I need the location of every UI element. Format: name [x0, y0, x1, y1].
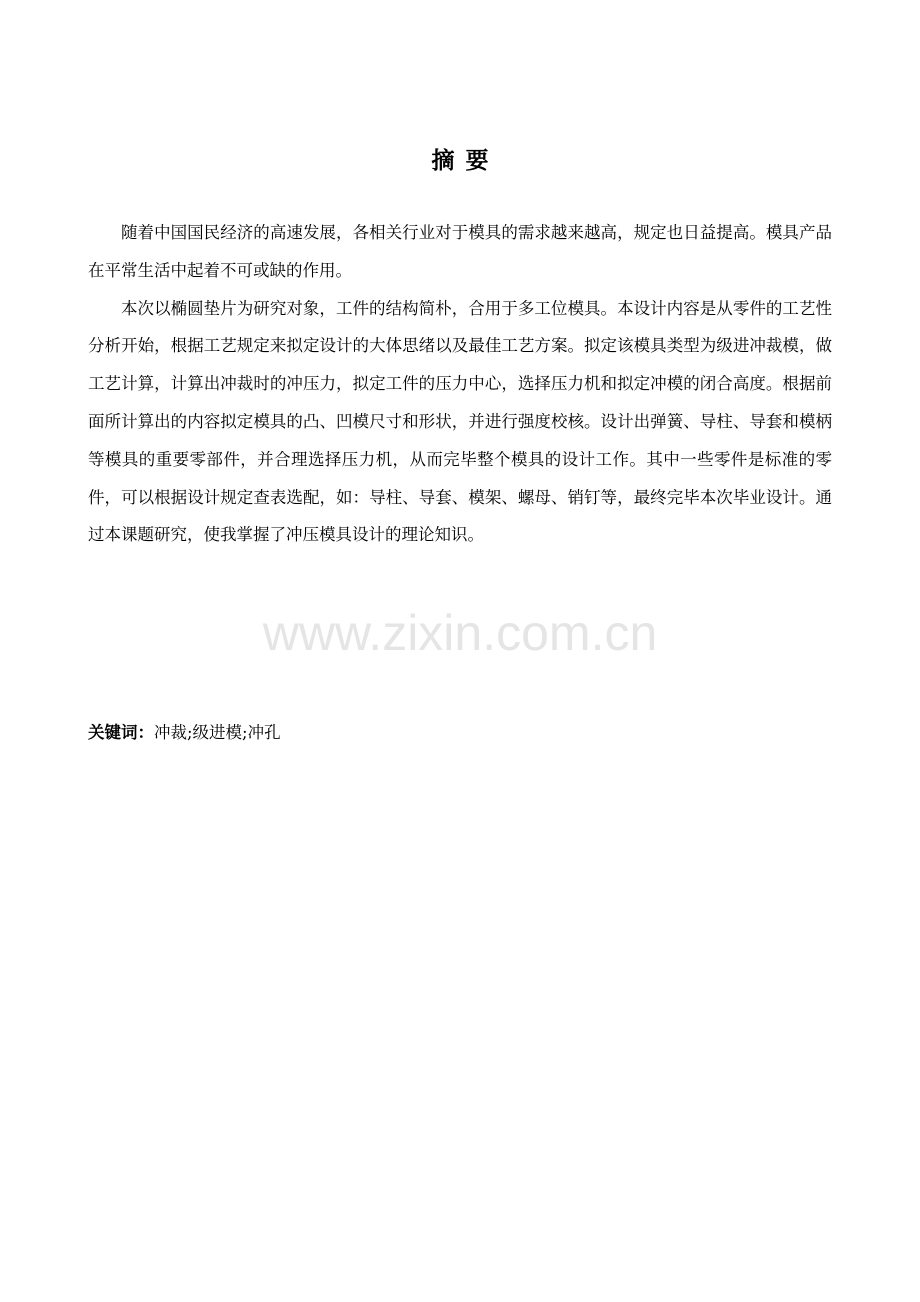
abstract-paragraph-1: 随着中国国民经济的高速发展，各相关行业对于模具的需求越来越高，规定也日益提高。模具产品在平常生活中起着不可或缺的作用。	[88, 223, 832, 280]
page-title: 摘要	[431, 148, 500, 174]
abstract-paragraph-2: 本次以椭圆垫片为研究对象，工件的结构简朴，合用于多工位模具。本设计内容是从零件的工艺性分析开始，根据工艺规定来拟定设计的大体思绪以及最佳工艺方案。拟定该模具类型为级进冲裁模，做工艺计算，计算出冲裁时的冲压力，拟定工件的压力中心，选择压力机和拟定冲模的闭合高度。根据前面所计算出的内容拟定模具的凸、凹模尺寸和形状，并进行强度校核。设计出弹簧、导柱、导套和模柄等模具的重要零部件，并合理选择压力机，从而完毕整个模具的设计工作。其中一些零件是标准的零件，可以根据设计规定查表选配，如：导柱、导套、模架、螺母、销钉等，最终完毕本次毕业设计。通过本课题研究，使我掌握了冲压模具设计的理论知识。	[88, 298, 832, 545]
keywords-line	[88, 714, 832, 752]
keywords-label: 关键词：	[88, 723, 154, 742]
watermark-text: www.zixin.com.cn	[262, 605, 658, 661]
keywords-value: 冲裁;级进模;冲孔	[154, 723, 281, 742]
abstract-body	[88, 214, 832, 554]
